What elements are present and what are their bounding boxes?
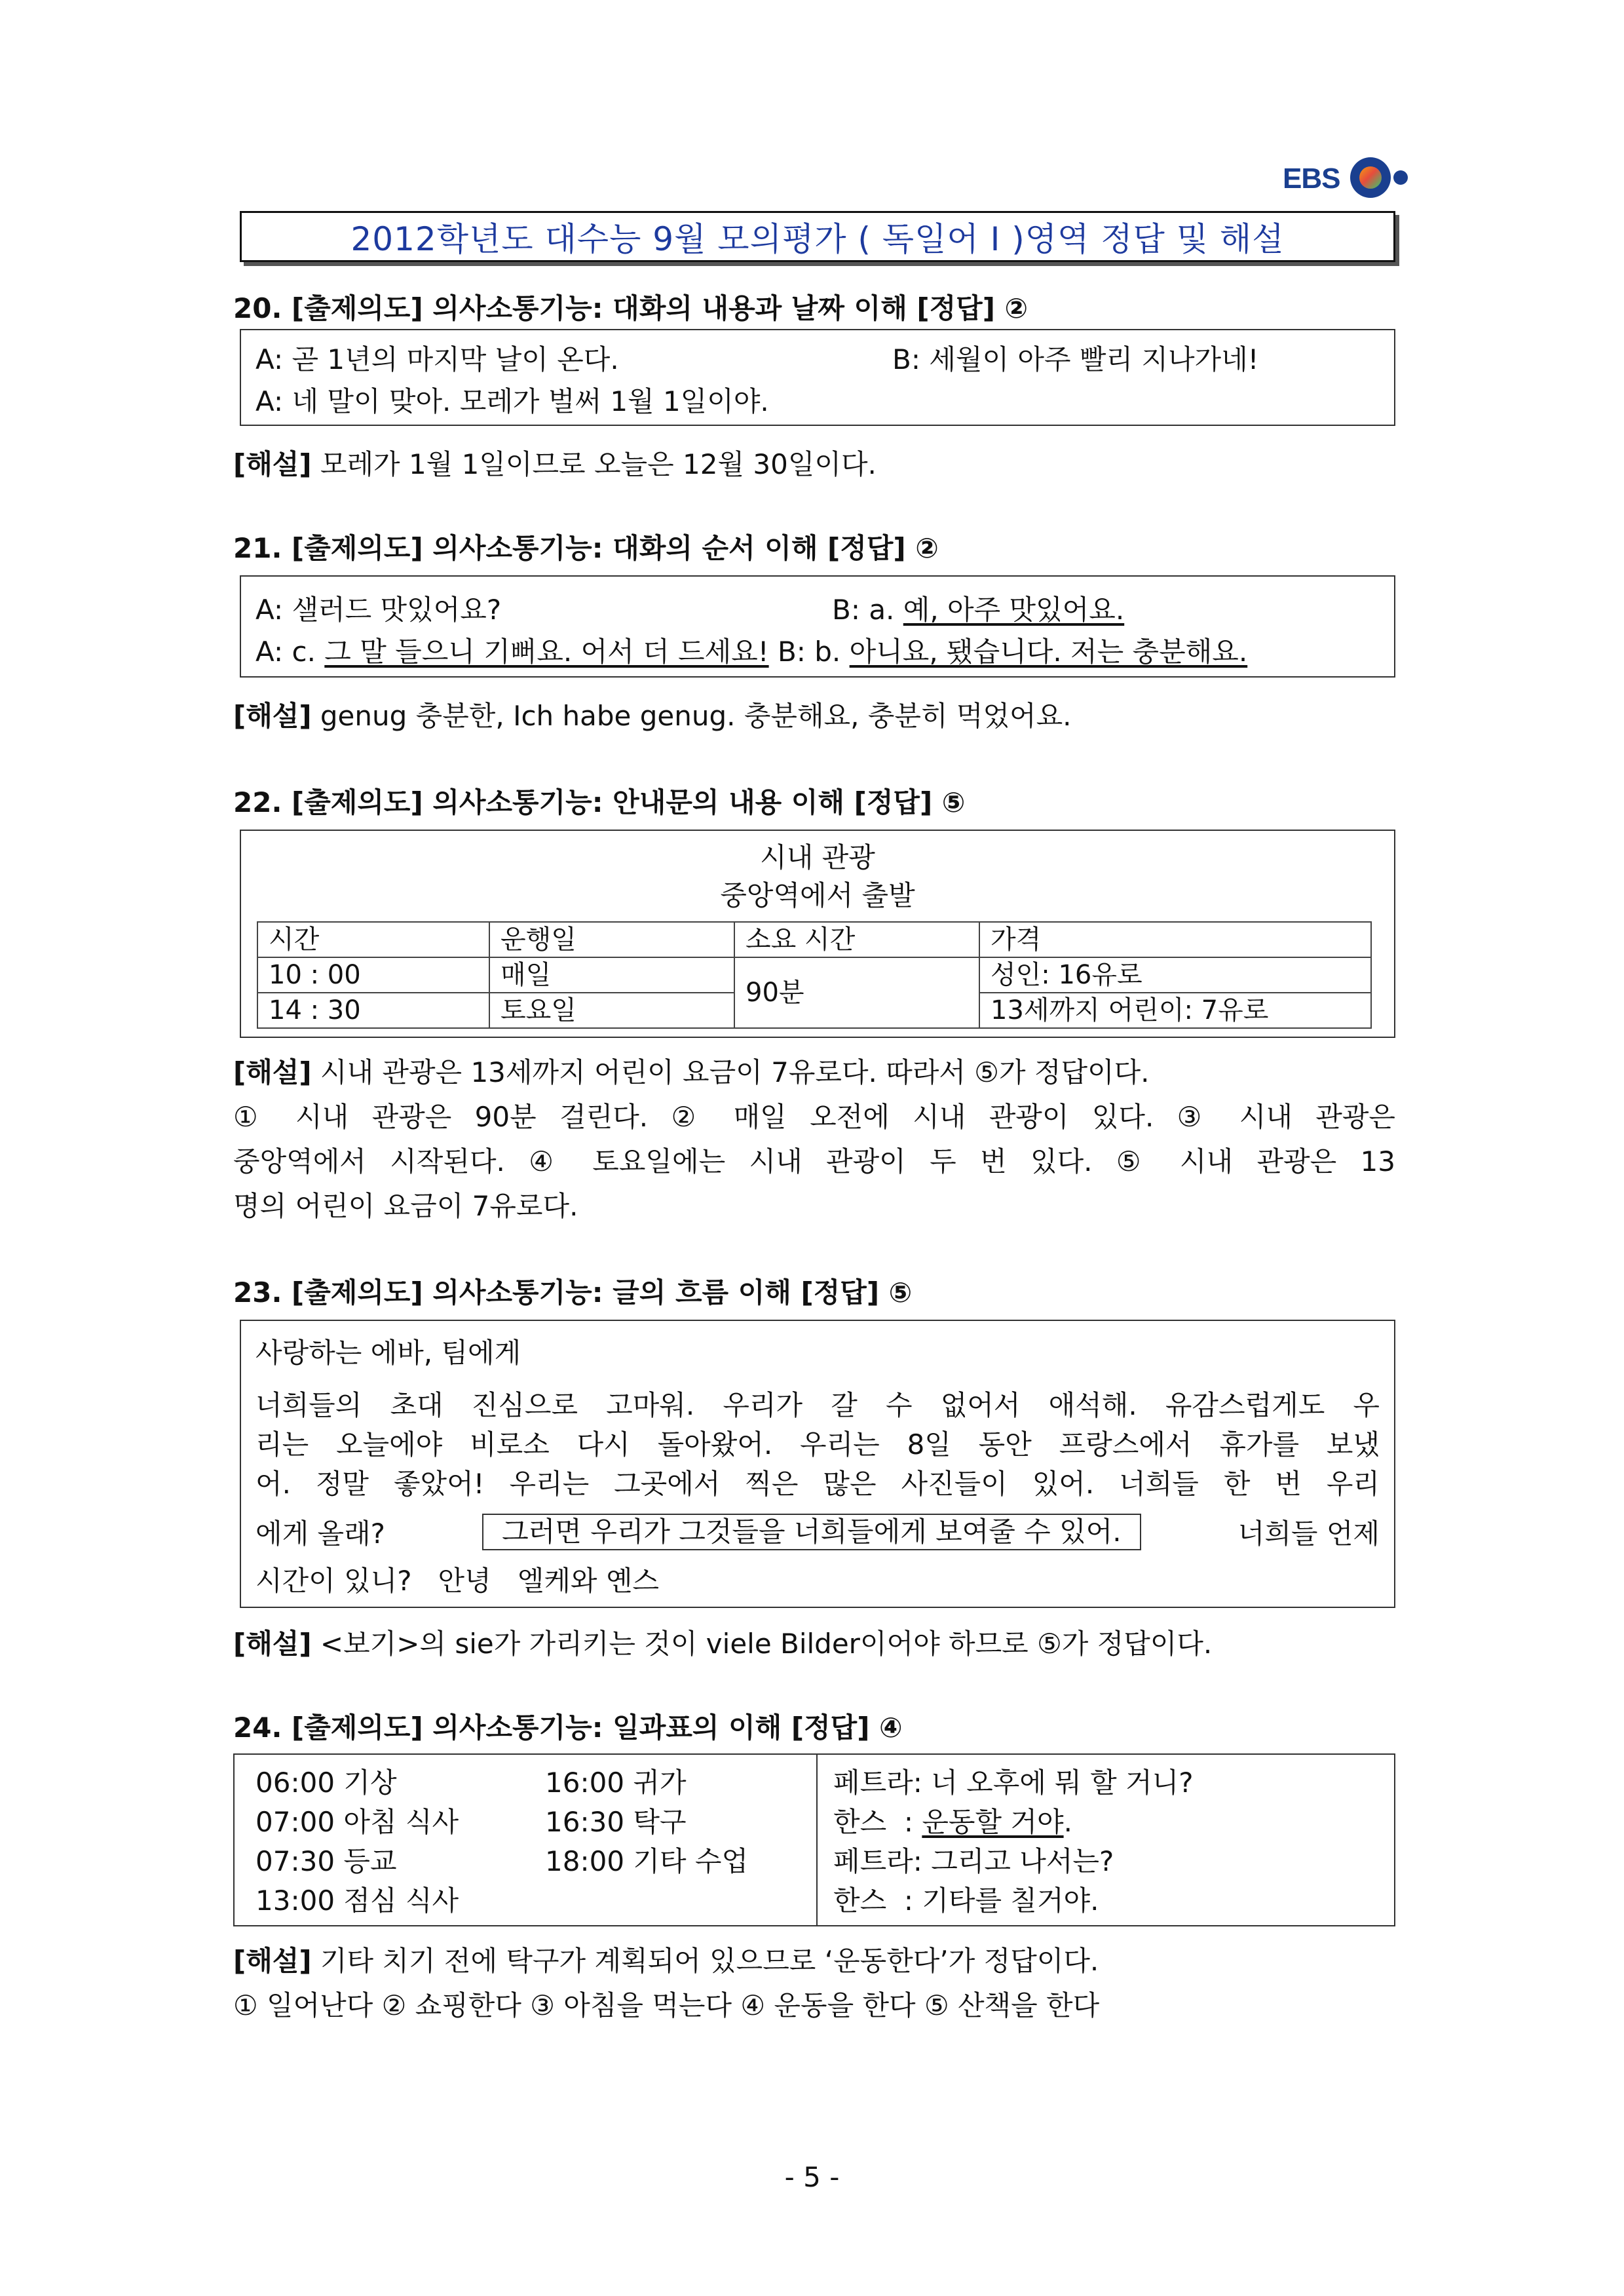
table-cell: 매일 <box>489 957 734 993</box>
table-header: 시간 <box>257 922 489 957</box>
q24-explanation-line2: ① 일어난다 ② 쇼핑한다 ③ 아침을 먹는다 ④ 운동을 한다 ⑤ 산책을 한다 <box>233 1989 1100 2021</box>
logo-text: EBS <box>1283 163 1340 195</box>
q24-heading: 24. [출제의도] 의사소통기능: 일과표의 이해 [정답] ④ <box>233 1712 903 1744</box>
q22-tour-table <box>257 921 1372 1029</box>
q23-inserted-sentence-box: 그러면 우리가 그것들을 너희들에게 보여줄 수 있어. <box>482 1514 1141 1550</box>
q22-explanation: [해설] 시내 관광은 13세까지 어린이 요금이 7유로다. 따라서 ⑤가 정답이다. <box>233 1056 1150 1088</box>
q24-explanation: [해설] 기타 치기 전에 탁구가 계획되어 있으므로 ‘운동한다’가 정답이다. <box>233 1945 1099 1977</box>
table-cell: 13세까지 어린이: 7유로 <box>979 993 1371 1028</box>
schedule-item: 13:00 점심 식사 <box>255 1885 459 1917</box>
q22-explanation-line4: 명의 어린이 요금이 7유로다. <box>233 1190 578 1222</box>
q22-sign-title: 시내 관광 <box>760 841 875 873</box>
q23-greeting: 사랑하는 에바, 팀에게 <box>255 1337 521 1369</box>
q24-box-divider <box>816 1753 818 1926</box>
q21-line2: A: c. 그 말 들으니 기뻐요. 어서 더 드세요! B: b. 아니요, 됐습니다. 저는 충분해요. <box>255 636 1248 668</box>
q23-paragraph-line3: 어. 정말 좋았어! 우리는 그곳에서 찍은 많은 사진들이 있어. 너희들 한 번 우리 <box>255 1468 1380 1500</box>
table-cell: 10 : 00 <box>257 957 489 993</box>
table-cell: 14 : 30 <box>257 993 489 1028</box>
q21-dialogue-box <box>240 575 1395 678</box>
table-row <box>257 957 1371 993</box>
table-header-row <box>257 922 1371 957</box>
q23-paragraph-line1: 너희들의 초대 진심으로 고마워. 우리가 갈 수 없어서 애석해. 유감스럽게도 우 <box>255 1389 1380 1421</box>
schedule-item: 06:00 기상 <box>255 1767 397 1799</box>
q21-line1-a: A: 샐러드 맛있어요? <box>255 594 502 626</box>
q22-explanation-line3: 중앙역에서 시작된다. ④ 토요일에는 시내 관광이 두 번 있다. ⑤ 시내 관광은 13 <box>233 1145 1395 1177</box>
logo-ring-icon <box>1350 157 1391 198</box>
table-cell: 성인: 16유로 <box>979 957 1371 993</box>
schedule-item: 16:00 귀가 <box>545 1767 687 1799</box>
q23-paragraph-line4: 에게 올래? 그러면 우리가 그것들을 너희들에게 보여줄 수 있어. 너희들 언제 <box>255 1512 1380 1552</box>
schedule-item: 18:00 기타 수업 <box>545 1845 749 1877</box>
schedule-item: 16:30 탁구 <box>545 1806 687 1838</box>
q24-schedule-box <box>233 1753 1395 1926</box>
q21-line1-b: B: a. 예, 아주 맛있어요. <box>832 594 1125 626</box>
table-header: 운행일 <box>489 922 734 957</box>
q20-heading: 20. [출제의도] 의사소통기능: 대화의 내용과 날짜 이해 [정답] ② <box>233 292 1029 324</box>
q20-dialogue-box <box>240 329 1395 426</box>
q20-line1-b: B: 세월이 아주 빨리 지나가네! <box>892 343 1259 375</box>
table-cell-duration: 90분 <box>734 957 979 1028</box>
table-header: 소요 시간 <box>734 922 979 957</box>
q21-heading: 21. [출제의도] 의사소통기능: 대화의 순서 이해 [정답] ② <box>233 532 939 564</box>
q20-explanation: [해설] 모레가 1월 1일이므로 오늘은 12월 30일이다. <box>233 448 877 480</box>
q20-line1-a: A: 곧 1년의 마지막 날이 온다. <box>255 343 619 375</box>
table-cell: 토요일 <box>489 993 734 1028</box>
q23-explanation: [해설] <보기>의 sie가 가리키는 것이 viele Bilder이어야 하므로 ⑤가 정답이다. <box>233 1628 1213 1660</box>
logo-dot-icon <box>1393 170 1408 185</box>
q23-letter-box <box>240 1320 1395 1608</box>
q24-dialogue-line2: 한스 : 운동할 거야. <box>833 1806 1072 1838</box>
schedule-item: 07:00 아침 식사 <box>255 1806 459 1838</box>
ebs-logo <box>1283 156 1407 208</box>
page-number: - 5 - <box>784 2161 840 2193</box>
q22-sign-subtitle: 중앙역에서 출발 <box>720 879 915 911</box>
q22-explanation-line2: ① 시내 관광은 90분 걸린다. ② 매일 오전에 시내 관광이 있다. ③ 시내 관광은 <box>233 1101 1395 1133</box>
schedule-item: 07:30 등교 <box>255 1845 397 1877</box>
q22-heading: 22. [출제의도] 의사소통기능: 안내문의 내용 이해 [정답] ⑤ <box>233 786 966 818</box>
table-header: 가격 <box>979 922 1371 957</box>
page-title: 2012학년도 대수능 9월 모의평가 ( 독일어 I )영역 정답 및 해설 <box>240 211 1395 262</box>
q23-heading: 23. [출제의도] 의사소통기능: 글의 흐름 이해 [정답] ⑤ <box>233 1276 913 1309</box>
q21-explanation: [해설] genug 충분한, Ich habe genug. 충분해요, 충분히 먹었어요. <box>233 700 1072 732</box>
q23-paragraph-line5: 시간이 있니? 안녕 엘케와 옌스 <box>255 1565 659 1597</box>
q20-line2: A: 네 말이 맞아. 모레가 벌써 1월 1일이야. <box>255 385 769 417</box>
q24-dialogue-line4: 한스 : 기타를 칠거야. <box>833 1885 1099 1917</box>
q24-dialogue-line1: 페트라: 너 오후에 뭐 할 거니? <box>833 1767 1194 1799</box>
q23-paragraph-line2: 리는 오늘에야 비로소 다시 돌아왔어. 우리는 8일 동안 프랑스에서 휴가를 보냈 <box>255 1428 1380 1461</box>
q24-dialogue-line3: 페트라: 그리고 나서는? <box>833 1845 1114 1877</box>
